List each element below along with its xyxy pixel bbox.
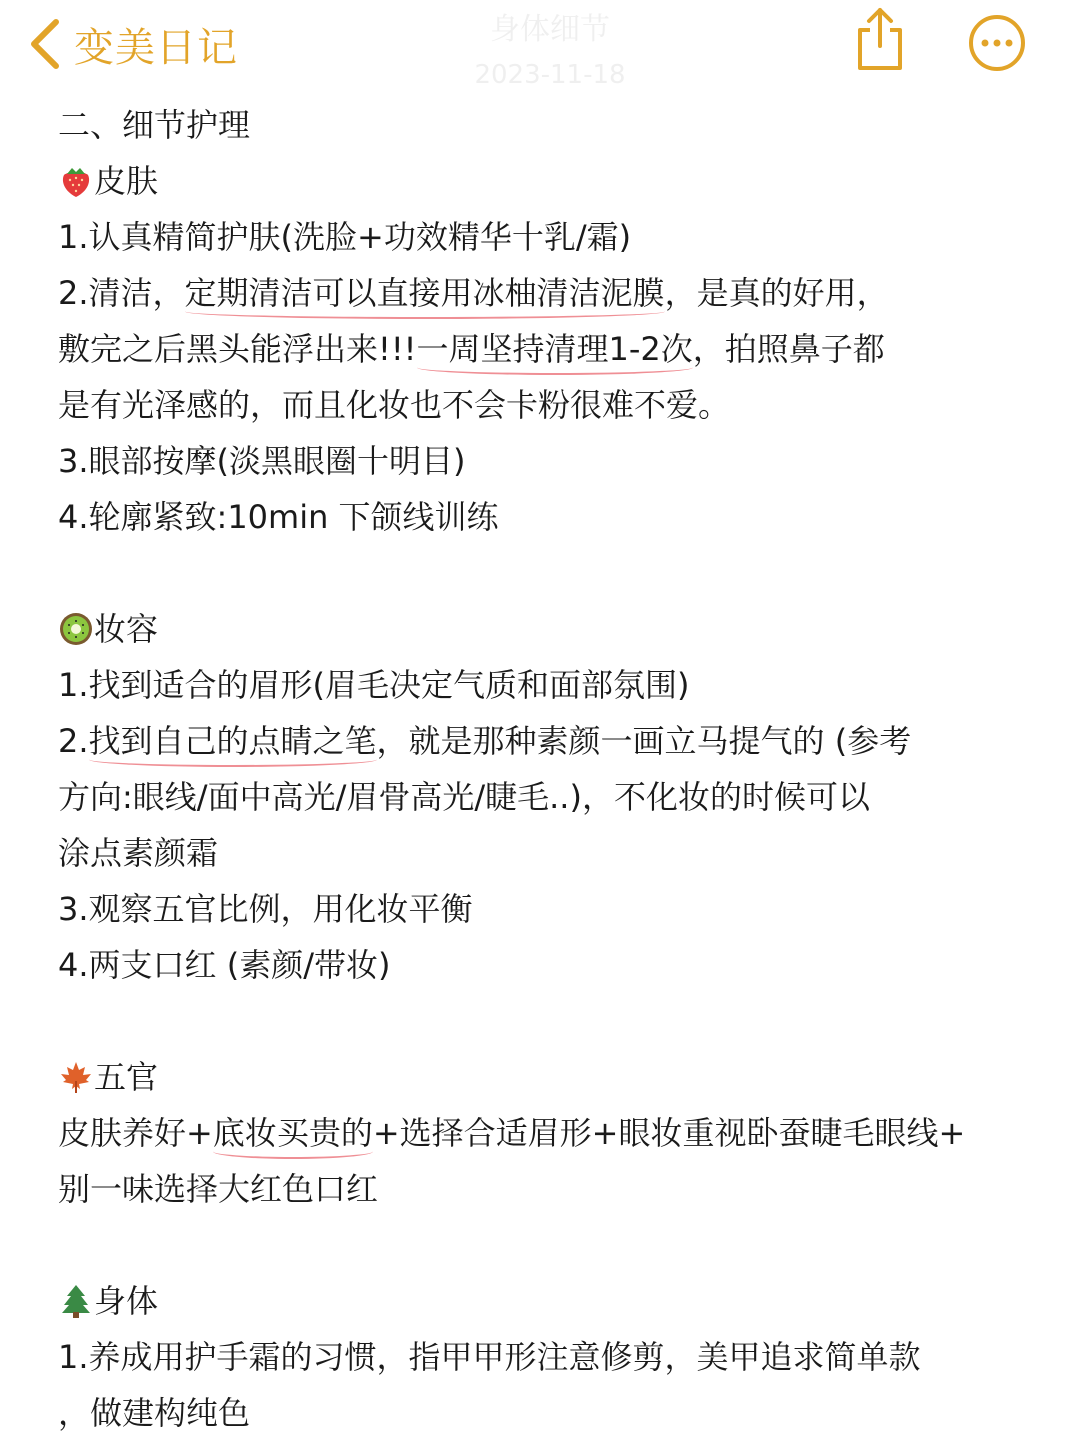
blank-line <box>58 545 1048 601</box>
kiwi-icon <box>58 601 94 657</box>
makeup-item-3: 3.观察五官比例，用化妆平衡 <box>58 890 473 928</box>
highlight-underline-4: 底妆买贵的 <box>213 1105 373 1161</box>
section-heading: 二、细节护理 <box>58 106 251 144</box>
nav-ghost-title: 身体细节 <box>490 12 610 47</box>
features-line-1 <box>58 1105 1048 1161</box>
skin-item-2 <box>58 265 1048 321</box>
skin-title-text: 皮肤 <box>94 162 159 200</box>
skin-item-2-text-c: 敷完之后黑头能浮出来!!! <box>58 330 417 368</box>
blank-line <box>58 993 1048 1049</box>
highlight-underline-2: 一周坚持清理1-2次 <box>417 321 693 377</box>
skin-item-4: 4.轮廓紧致:10min 下颌线训练 <box>58 498 499 536</box>
maple-leaf-icon <box>58 1049 94 1105</box>
features-line-1-text-a: 皮肤养好+ <box>58 1114 213 1152</box>
skin-section-title <box>58 153 1048 209</box>
tree-icon <box>58 1273 94 1329</box>
features-line-2: 别一味选择大红色口红 <box>58 1170 379 1208</box>
back-button[interactable] <box>28 14 238 74</box>
makeup-item-2-text-b: ，就是那种素颜一画立马提气的 (参考 <box>376 722 912 760</box>
skin-item-2-text-a: 2.清洁， <box>58 274 185 312</box>
skin-item-3: 3.眼部按摩(淡黑眼圈十明目) <box>58 442 466 480</box>
highlight-underline-3: 找到自己的点睛之笔 <box>89 713 377 769</box>
blank-line <box>58 1217 1048 1273</box>
makeup-item-1: 1.找到适合的眉形(眉毛决定气质和面部氛围) <box>58 666 690 704</box>
chevron-left-icon <box>28 18 62 70</box>
skin-item-2-cont-1 <box>58 321 1048 377</box>
skin-item-2-text-b: ，是真的好用， <box>664 274 889 312</box>
back-label: 变美日记 <box>74 24 238 71</box>
nav-ghost-date: 2023-11-18 <box>474 60 626 90</box>
makeup-item-2 <box>58 713 1048 769</box>
more-button[interactable] <box>968 14 1026 76</box>
makeup-item-2-cont-2: 涂点素颜霜 <box>58 834 219 872</box>
makeup-title-text: 妆容 <box>94 610 159 648</box>
more-icon <box>968 57 1026 76</box>
makeup-item-4: 4.两支口红 (素颜/带妆) <box>58 946 391 984</box>
makeup-section-title <box>58 601 1048 657</box>
features-title-text: 五官 <box>94 1058 159 1096</box>
makeup-item-2-text-a: 2. <box>58 722 89 760</box>
features-section-title <box>58 1049 1048 1105</box>
share-button[interactable] <box>852 6 908 76</box>
highlight-underline-1: 定期清洁可以直接用冰柚清洁泥膜 <box>185 265 665 321</box>
body-item-1-cont: ，做建构纯色 <box>58 1394 251 1432</box>
body-item-1: 1.养成用护手霜的习惯，指甲甲形注意修剪，美甲追求简单款 <box>58 1338 921 1376</box>
skin-item-2-text-d: ，拍照鼻子都 <box>692 330 885 368</box>
navigation-bar <box>0 0 1080 90</box>
makeup-item-2-cont-1: 方向:眼线/面中高光/眉骨高光/睫毛..)，不化妆的时候可以 <box>58 778 870 816</box>
share-icon <box>852 57 908 76</box>
skin-item-2-cont-2: 是有光泽感的，而且化妆也不会卡粉很难不爱。 <box>58 386 731 424</box>
note-content <box>58 97 1048 1441</box>
body-title-text: 身体 <box>94 1282 159 1320</box>
strawberry-icon <box>58 153 94 209</box>
features-line-1-text-b: +选择合适眉形+眼妆重视卧蚕睫毛眼线+ <box>372 1114 966 1152</box>
skin-item-1: 1.认真精简护肤(洗脸+功效精华十乳/霜) <box>58 218 632 256</box>
body-section-title <box>58 1273 1048 1329</box>
